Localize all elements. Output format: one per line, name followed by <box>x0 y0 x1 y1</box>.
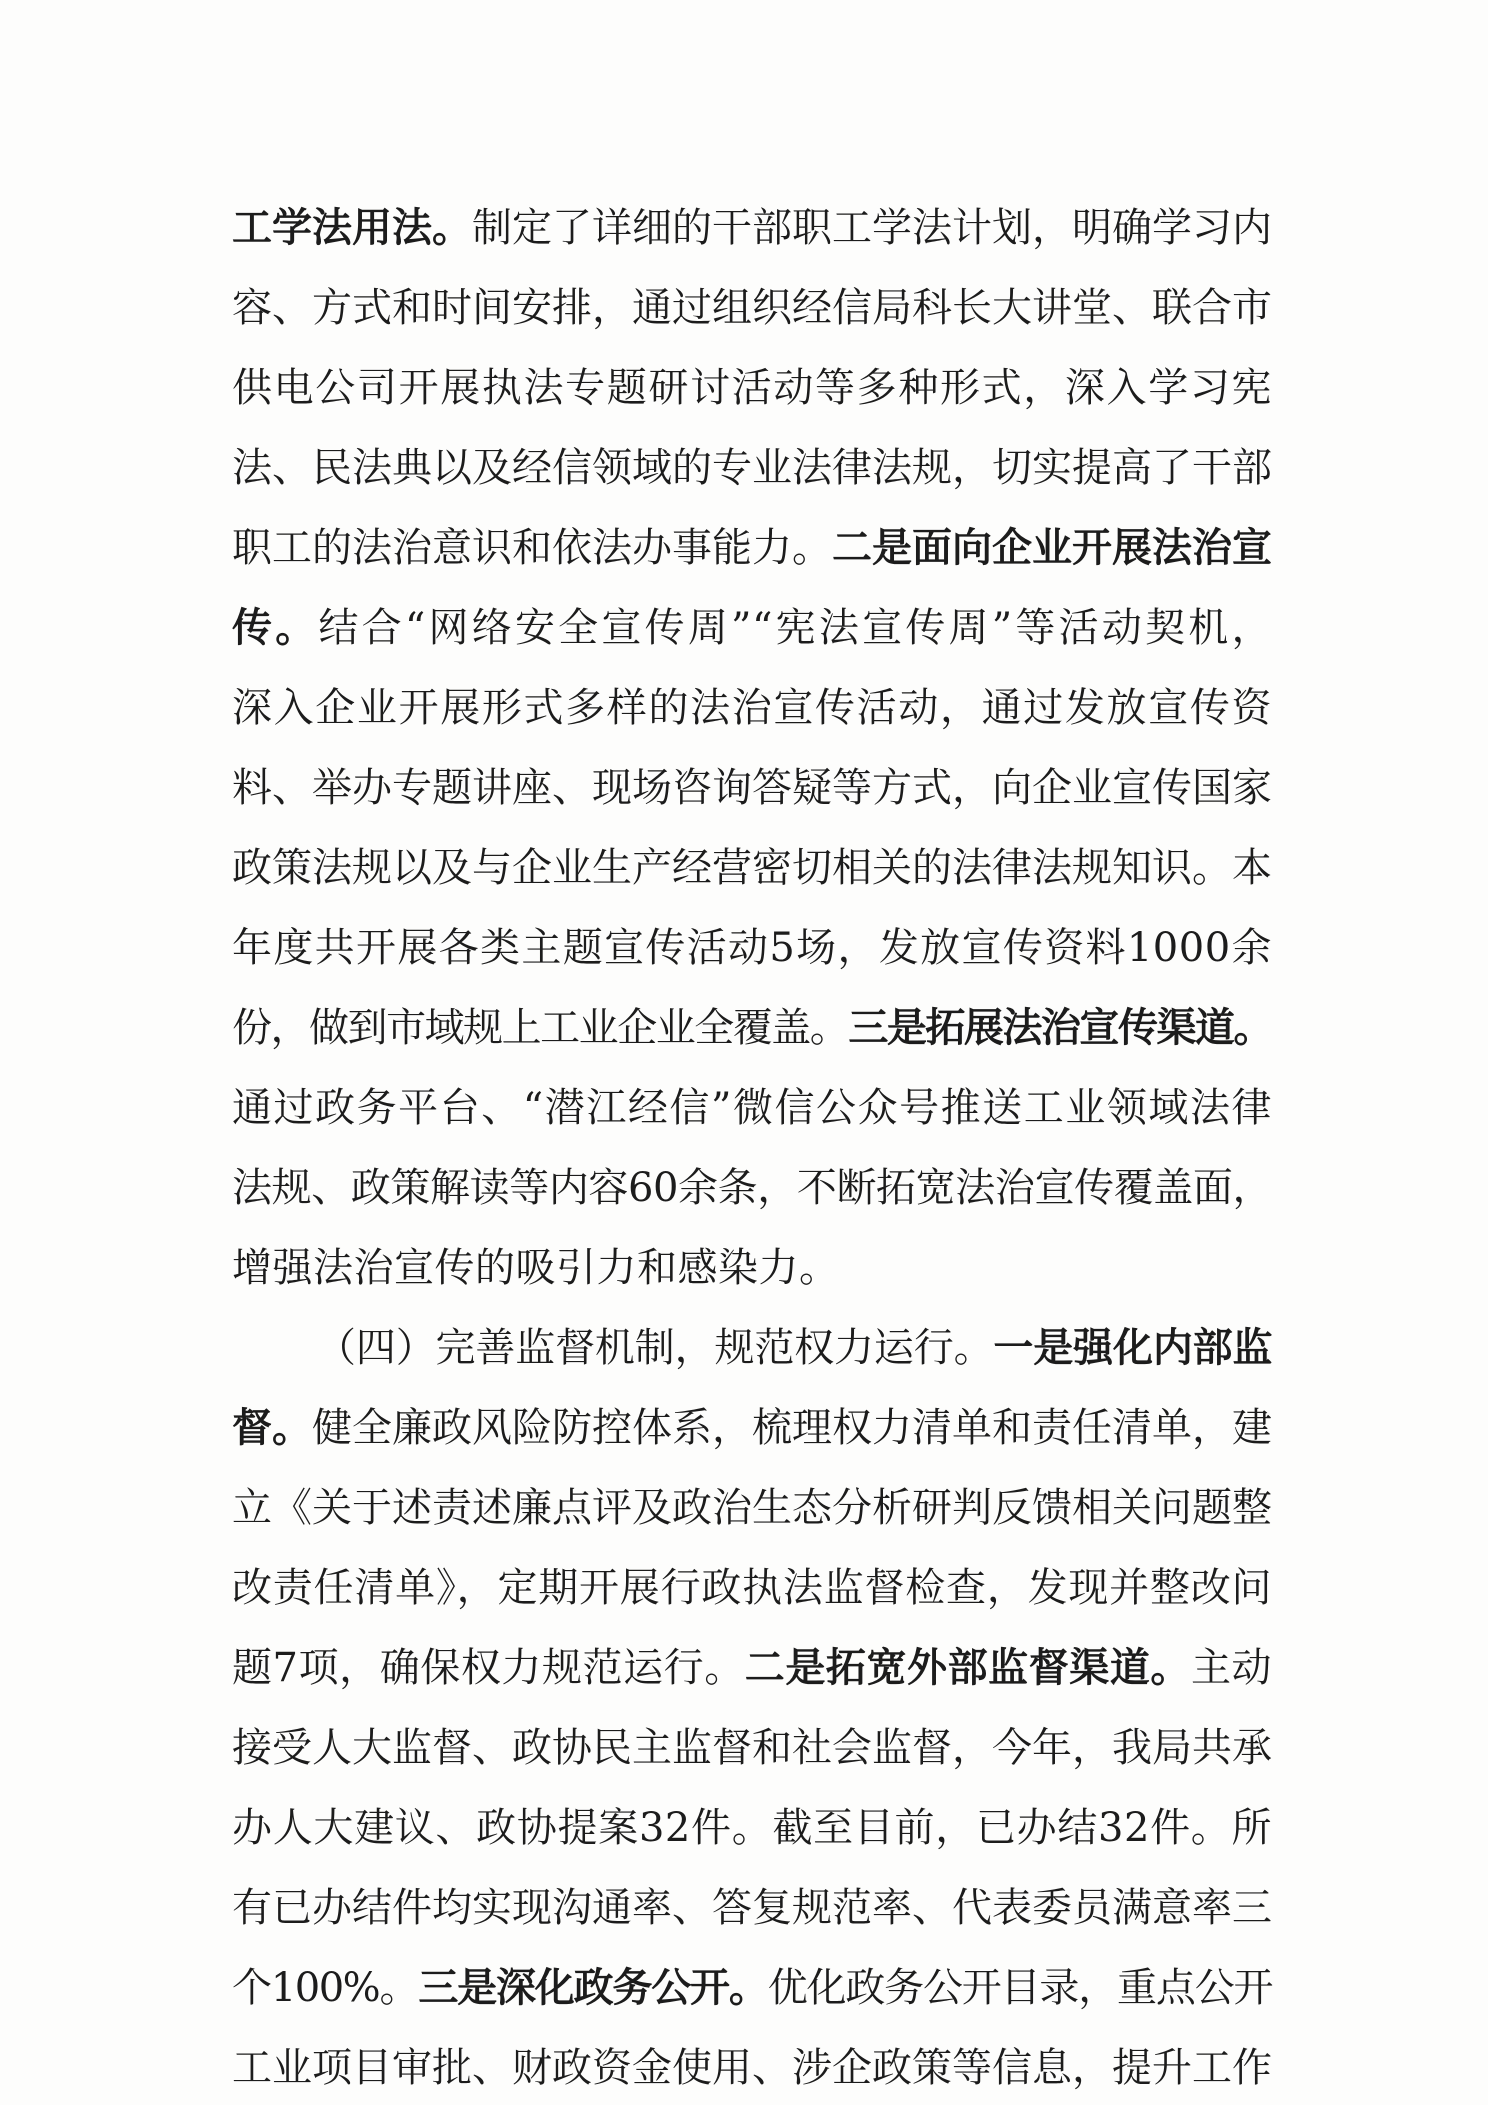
body-text-segment: （四）完善监督机制，规范权力运行。 <box>316 1325 994 1371</box>
paragraph-line <box>232 348 1272 428</box>
paragraph-line <box>232 1628 1272 1708</box>
bold-heading-text: 一是强化内部监 <box>993 1324 1273 1371</box>
body-text-segment: 法规、政策解读等内容60余条，不断拓宽法治宣传覆盖面， <box>232 1165 1272 1211</box>
paragraph-line <box>232 428 1272 508</box>
paragraph-line <box>232 828 1272 908</box>
paragraph-line <box>232 1228 1272 1308</box>
body-text-segment: 题7项，确保权力规范运行。 <box>232 1645 745 1691</box>
body-text-segment: 深入企业开展形式多样的法治宣传活动，通过发放宣传资 <box>232 685 1272 731</box>
paragraph-line <box>232 1868 1272 1948</box>
body-text-segment: 健全廉政风险防控体系，梳理权力清单和责任清单，建 <box>312 1405 1272 1451</box>
body-text-segment: 料、举办专题讲座、现场咨询答疑等方式，向企业宣传国家 <box>232 765 1272 811</box>
body-text-segment: 立《关于述责述廉点评及政治生态分析研判反馈相关问题整 <box>232 1485 1272 1531</box>
paragraph-line <box>232 1388 1272 1468</box>
bold-heading-text: 三是拓展法治宣传渠道。 <box>848 1004 1273 1051</box>
body-text-segment: 优化政务公开目录，重点公开 <box>767 1965 1273 2011</box>
bold-heading-text: 二是面向企业开展法治宣 <box>832 524 1272 571</box>
body-text-segment: 有已办结件均实现沟通率、答复规范率、代表委员满意率三 <box>232 1885 1272 1931</box>
body-text-segment: 个100%。 <box>232 1965 419 2011</box>
paragraph-line <box>232 588 1272 668</box>
body-text-segment: 份，做到市域规上工业企业全覆盖。 <box>232 1005 849 1051</box>
paragraph-line <box>232 508 1272 588</box>
bold-heading-text: 传。 <box>232 604 319 651</box>
body-text-segment: 增强法治宣传的吸引力和感染力。 <box>232 1245 840 1291</box>
paragraph-line <box>232 268 1272 348</box>
paragraph-line <box>232 188 1272 268</box>
body-text-segment: 改责任清单》，定期开展行政执法监督检查，发现并整改问 <box>232 1565 1272 1611</box>
paragraph-line <box>232 1948 1272 2028</box>
paragraph-line <box>232 988 1272 1068</box>
body-text-segment: 结合“网络安全宣传周”“宪法宣传周”等活动契机， <box>318 605 1273 651</box>
paragraph-line <box>232 1708 1272 1788</box>
body-text-segment: 接受人大监督、政协民主监督和社会监督，今年，我局共承 <box>232 1725 1272 1771</box>
paragraph-line <box>232 748 1272 828</box>
paragraph-line <box>232 1468 1272 1548</box>
paragraph-line <box>232 2028 1272 2108</box>
bold-heading-text: 督。 <box>232 1404 312 1451</box>
paragraph-line <box>232 908 1272 988</box>
body-text-segment: 主动 <box>1190 1645 1273 1691</box>
body-text-segment: 制定了详细的干部职工学法计划，明确学习内 <box>472 205 1272 251</box>
bold-heading-text: 三是深化政务公开。 <box>418 1964 768 2011</box>
paragraph-line <box>232 1548 1272 1628</box>
body-text-segment: 政策法规以及与企业生产经营密切相关的法律法规知识。本 <box>232 845 1272 891</box>
bold-heading-text: 二是拓宽外部监督渠道。 <box>744 1644 1191 1691</box>
body-text-segment: 供电公司开展执法专题研讨活动等多种形式，深入学习宪 <box>232 365 1272 411</box>
paragraph-line <box>232 1068 1272 1148</box>
paragraph-line <box>232 1148 1272 1228</box>
body-text-segment: 容、方式和时间安排，通过组织经信局科长大讲堂、联合市 <box>232 285 1272 331</box>
body-text-segment: 通过政务平台、“潜江经信”微信公众号推送工业领域法律 <box>232 1085 1272 1131</box>
paragraph-line <box>232 1308 1272 1388</box>
body-text-segment: 职工的法治意识和依法办事能力。 <box>232 525 832 571</box>
body-text-segment: 工业项目审批、财政资金使用、涉企政策等信息，提升工作 <box>232 2045 1272 2091</box>
body-text <box>232 188 1272 2108</box>
paragraph-line <box>232 668 1272 748</box>
body-text-segment: 年度共开展各类主题宣传活动5场，发放宣传资料1000余 <box>232 925 1272 971</box>
body-text-segment: 法、民法典以及经信领域的专业法律法规，切实提高了干部 <box>232 445 1272 491</box>
bold-heading-text: 工学法用法。 <box>232 204 472 251</box>
body-text-segment: 办人大建议、政协提案32件。截至目前，已办结32件。所 <box>232 1805 1272 1851</box>
paragraph-line <box>232 1788 1272 1868</box>
